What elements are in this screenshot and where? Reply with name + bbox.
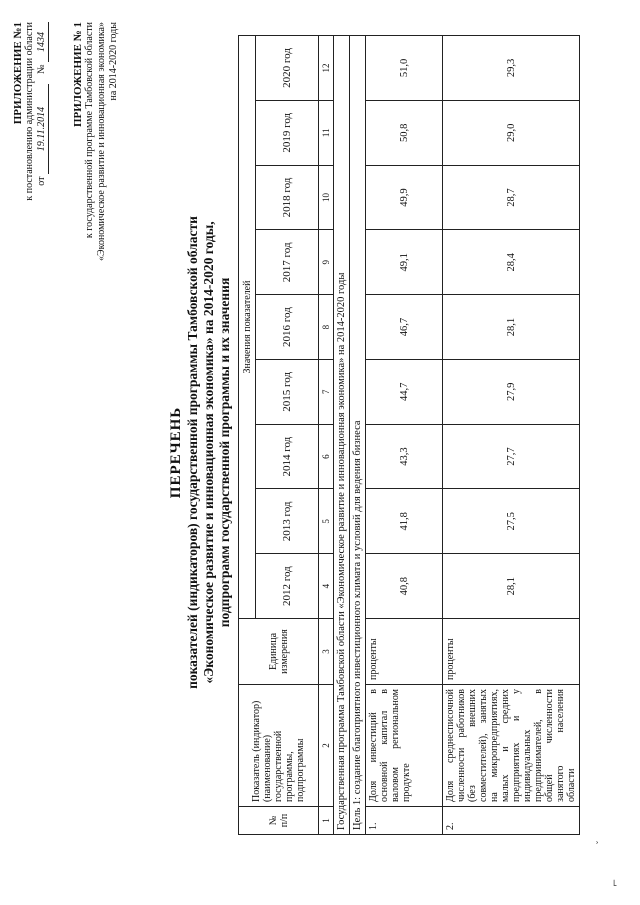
column-number: 6 [319,424,334,489]
column-number: 3 [319,619,334,685]
row-value: 27,9 [443,359,580,424]
scan-mark: ˇ [596,840,607,845]
header-indicator: Показатель (индикатор) (наименование) государственной программы, подпрограммы [239,685,319,807]
row-indicator: Доля среднесписочной численности работников (без внешних совместителей), занятых на микропредприятиях, малых и средних предприятиях и у индивидуальных предпринимателей, в общей численности занятого населения области [443,685,580,807]
appendix-decree-line: к постановлению администрации области [24,22,35,201]
row-num: 1. [366,807,443,835]
column-number: 7 [319,359,334,424]
row-unit: проценты [443,619,580,685]
appendix-program-title: ПРИЛОЖЕНИЕ № 1 [72,22,84,128]
row-value: 41,8 [366,489,443,554]
column-number: 2 [319,685,334,807]
row-value: 43,3 [366,424,443,489]
date-prefix: от [36,176,47,186]
header-unit: Единица измерения [239,619,319,685]
header-num: № п/п [239,807,319,835]
header-row-1 [239,36,256,835]
goal-row [350,36,366,835]
document-title: ПЕРЕЧЕНЬ [168,406,184,499]
year-header: 2015 год [256,359,319,424]
appendix-program-name: «Экономическое развитие и инновационная экономика» [96,22,107,261]
goal-title: Цель 1: создание благоприятного инвестиционного климата и условий для ведения бизнеса [350,36,366,835]
column-number: 12 [319,36,334,101]
indicators-table [238,35,580,835]
document-title-block [168,0,233,905]
column-number: 1 [319,807,334,835]
row-value: 49,9 [366,165,443,230]
row-indicator: Доля инвестиций в основной капитал в валовом региональном продукте [366,685,443,807]
column-number: 8 [319,295,334,360]
year-header: 2016 год [256,295,319,360]
row-value: 29,0 [443,100,580,165]
year-header: 2019 год [256,100,319,165]
column-number: 11 [319,100,334,165]
row-value: 28,7 [443,165,580,230]
row-value: 28,4 [443,230,580,295]
column-number-row [319,36,334,835]
row-value: 51,0 [366,36,443,101]
appendix-program-block [72,22,120,322]
appendix-program-line: к государственной программе Тамбовской области [84,22,95,239]
number-prefix: № [36,64,47,75]
year-header: 2012 год [256,554,319,619]
header-values-group: Значения показателей [239,36,256,619]
row-value: 50,8 [366,100,443,165]
row-value: 44,7 [366,359,443,424]
row-value: 29,3 [443,36,580,101]
date-value: 19.11.2014 [36,84,49,174]
document-subtitle-2: «Экономическое развитие и инновационная экономика» на 2014-2020 годы, [201,221,216,684]
year-header: 2013 год [256,489,319,554]
row-value: 49,1 [366,230,443,295]
year-header: 2020 год [256,36,319,101]
row-value: 28,1 [443,554,580,619]
number-value: 1434 [36,22,49,62]
scan-mark: ⌐ [610,878,621,887]
program-row [334,36,350,835]
column-number: 5 [319,489,334,554]
column-number: 9 [319,230,334,295]
row-value: 27,5 [443,489,580,554]
row-value: 46,7 [366,295,443,360]
column-number: 4 [319,554,334,619]
year-header: 2018 год [256,165,319,230]
appendix-date-line [36,22,49,322]
program-title: Государственная программа Тамбовской области «Экономическое развитие и инновационная экономика» на 2014-2020 годы [334,36,350,835]
row-unit: проценты [366,619,443,685]
row-value: 40,8 [366,554,443,619]
appendix-block [12,22,49,322]
row-value: 28,1 [443,295,580,360]
year-header: 2014 год [256,424,319,489]
row-value: 27,7 [443,424,580,489]
table-row [366,36,443,835]
column-number: 10 [319,165,334,230]
appendix-title: ПРИЛОЖЕНИЕ №1 [12,22,24,125]
table-row [443,36,580,835]
row-num: 2. [443,807,580,835]
year-header: 2017 год [256,230,319,295]
appendix-program-years: на 2014-2020 годы [108,22,119,101]
document-subtitle-3: подпрограмм государственной программы и их значения [217,277,232,628]
document-subtitle-1: показателей (индикаторов) государственной программы Тамбовской области [185,216,200,689]
